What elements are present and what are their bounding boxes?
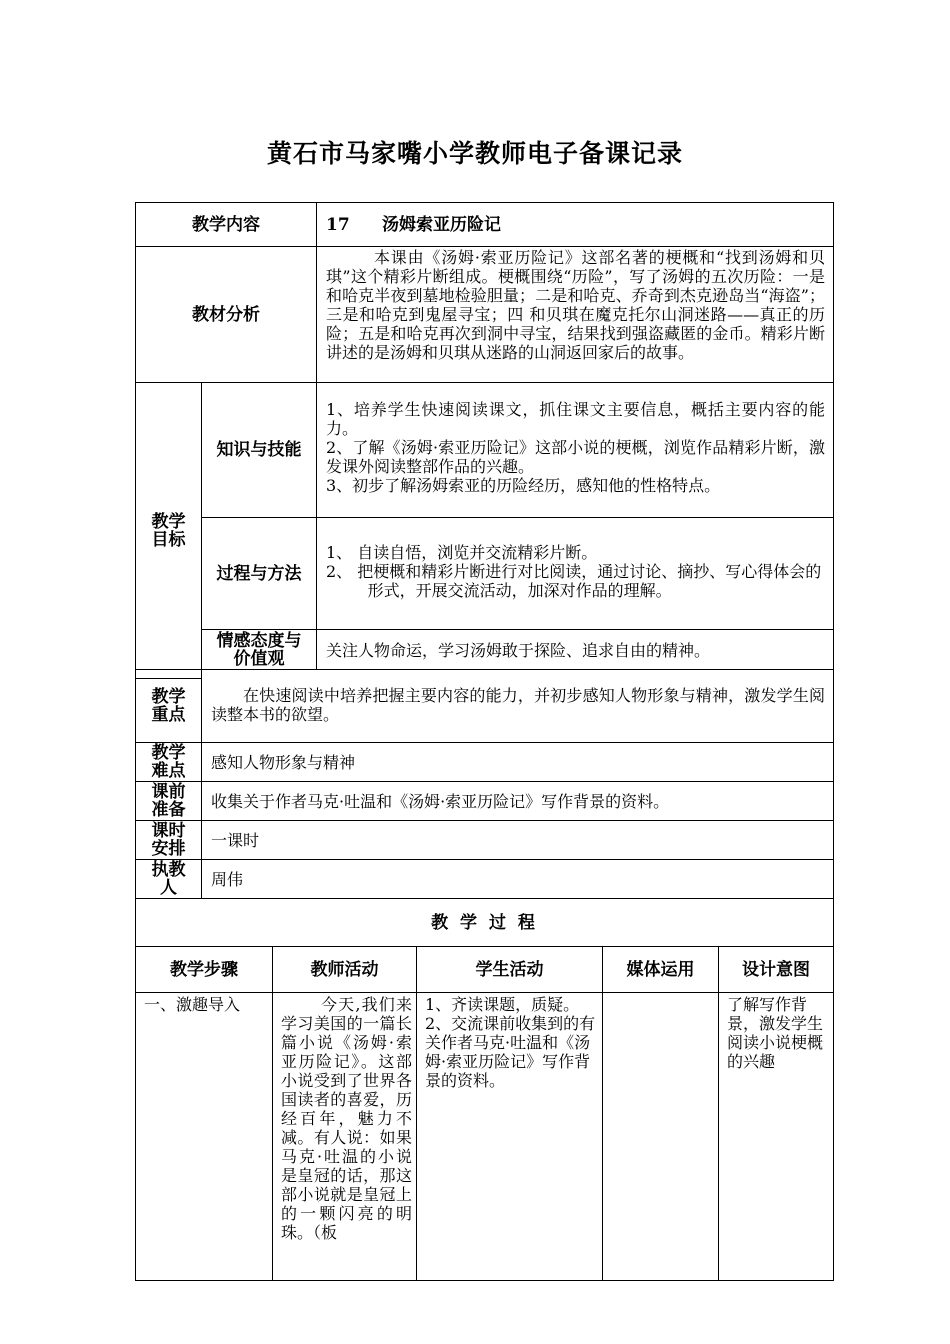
- preparation-label-cell: [135, 781, 202, 821]
- teacher-text-cell: [201, 859, 834, 899]
- column-header-teacher-label: 教师活动: [310, 959, 379, 980]
- analysis-label-cell: [135, 246, 317, 383]
- teacher-label-line2: 人: [160, 878, 177, 898]
- key-point-text: 在快速阅读中培养把握主要内容的能力，并初步感知人物形象与精神，激发学生阅读整本书的欲望。: [211, 686, 825, 724]
- page-title: 黄石市马家嘴小学教师电子备课记录: [266, 139, 683, 168]
- teacher-label-cell: [135, 859, 202, 899]
- schedule-text-cell: [201, 820, 834, 860]
- knowledge-label: 知识与技能: [216, 440, 302, 460]
- content-label: 教学内容: [192, 214, 260, 235]
- process-item-2: 2、 把梗概和精彩片断进行对比阅读，通过讨论、摘抄、写心得体会的形式，开展交流活动，加深对作品的理解。: [326, 562, 822, 600]
- table-row-teacher-activity: [272, 992, 417, 1281]
- preparation-text-cell: [201, 781, 834, 821]
- preparation-label-line1: 课前: [151, 782, 186, 802]
- column-header-media-label: 媒体运用: [626, 959, 695, 980]
- table-row-intent: [718, 992, 834, 1281]
- emotion-text: 关注人物命运，学习汤姆敢于探险、追求自由的精神。: [326, 640, 711, 660]
- difficulty-label-cell: [135, 742, 202, 782]
- difficulty-text-cell: [201, 742, 834, 782]
- table-row-media: [602, 992, 719, 1281]
- process-method-label: 过程与方法: [216, 563, 302, 584]
- row-student-item-1: 1、齐读课题，质疑。: [425, 995, 580, 1014]
- emotion-label-line2: 价值观: [233, 648, 285, 669]
- difficulty-label-line1: 教学: [151, 743, 186, 763]
- analysis-text: 本课由《汤姆·索亚历险记》这部名著的梗概和“找到汤姆和贝琪”这个精彩片断组成。梗概围绕“历险”，写了汤姆的五次历险：一是和哈克半夜到墓地检验胆量；二是和哈克、乔奇到杰克逊岛当“海盗”；三是和哈克到鬼屋寻宝；四 和贝琪在魔克托尔山洞迷路——真正的历险；五是和哈克再次到洞中寻宝，结果找到强盗藏匿的金币。精彩片断讲述的是汤姆和贝琪从迷路的山洞返回家后的故事。: [326, 248, 825, 362]
- analysis-text-cell: [316, 246, 834, 383]
- knowledge-label-cell: [201, 382, 317, 518]
- row-student-item-2: 2、交流课前收集到的有关作者马克·吐温和《汤姆·索亚历险记》写作背景的资料。: [425, 1014, 596, 1090]
- column-header-intent: [718, 946, 834, 993]
- column-header-step: [135, 946, 273, 993]
- emotion-text-cell: [316, 629, 834, 670]
- knowledge-text-cell: [316, 382, 834, 518]
- content-value-cell: [316, 202, 834, 247]
- teacher-name: 周伟: [211, 870, 244, 889]
- lesson-number: 17: [326, 214, 350, 235]
- key-point-label-line1: 教学: [151, 687, 186, 707]
- preparation-text: 收集关于作者马克·吐温和《汤姆·索亚历险记》写作背景的资料。: [211, 792, 670, 811]
- key-point-label-line2: 重点: [151, 705, 186, 725]
- process-method-text-cell: [316, 517, 834, 630]
- column-header-student: [416, 946, 603, 993]
- table-row-student-activity: [416, 992, 603, 1281]
- column-header-teacher: [272, 946, 417, 993]
- process-item-1: 1、 自读自悟，浏览并交流精彩片断。: [326, 543, 598, 562]
- column-header-media: [602, 946, 719, 993]
- column-header-intent-label: 设计意图: [742, 959, 810, 980]
- content-label-cell: [135, 202, 317, 247]
- table-row-step: [135, 992, 273, 1281]
- schedule-text: 一课时: [211, 831, 260, 850]
- key-point-text-cell: [201, 669, 834, 743]
- preparation-label-line2: 准备: [151, 800, 186, 820]
- emotion-label-line1: 情感态度与: [216, 630, 302, 651]
- knowledge-item-1: 1、培养学生快速阅读课文，抓住课文主要信息，概括主要内容的能力。: [326, 400, 825, 438]
- process-header: 教 学 过 程: [431, 912, 538, 933]
- teacher-label-line1: 执教: [151, 860, 186, 880]
- key-point-label-cell: [135, 669, 202, 743]
- process-header-cell: [135, 898, 834, 947]
- process-method-label-cell: [201, 517, 317, 630]
- lesson-title: 汤姆索亚历险记: [382, 214, 501, 235]
- difficulty-label-line2: 难点: [151, 761, 186, 781]
- row-teacher-text: 今天,我们来学习美国的一篇长篇小说《汤姆·索亚历险记》。这部小说受到了世界各国读者的喜爱，历经百年，魅力不减。有人说：如果马克·吐温的小说是皇冠的话，那这部小说就是皇冠上的一颗闪亮的明珠。（板: [281, 995, 412, 1242]
- goals-label-line1: 教学: [151, 511, 186, 532]
- emotion-label-cell: [201, 629, 317, 670]
- analysis-label: 教材分析: [192, 304, 260, 325]
- column-header-student-label: 学生活动: [475, 959, 544, 980]
- column-header-step-label: 教学步骤: [170, 959, 238, 980]
- schedule-label-line2: 安排: [151, 839, 186, 859]
- goals-label-cell: [135, 382, 202, 679]
- row-step-text: 一、激趣导入: [144, 995, 241, 1014]
- knowledge-item-3: 3、初步了解汤姆索亚的历险经历，感知他的性格特点。: [326, 476, 721, 495]
- row-intent-text: 了解写作背景，激发学生阅读小说梗概的兴趣: [727, 995, 824, 1071]
- schedule-label-cell: [135, 820, 202, 860]
- knowledge-item-2: 2、了解《汤姆·索亚历险记》这部小说的梗概，浏览作品精彩片断，激发课外阅读整部作品的兴趣。: [326, 438, 825, 476]
- difficulty-text: 感知人物形象与精神: [211, 753, 356, 772]
- schedule-label-line1: 课时: [151, 821, 186, 841]
- goals-label-line2: 目标: [151, 529, 186, 550]
